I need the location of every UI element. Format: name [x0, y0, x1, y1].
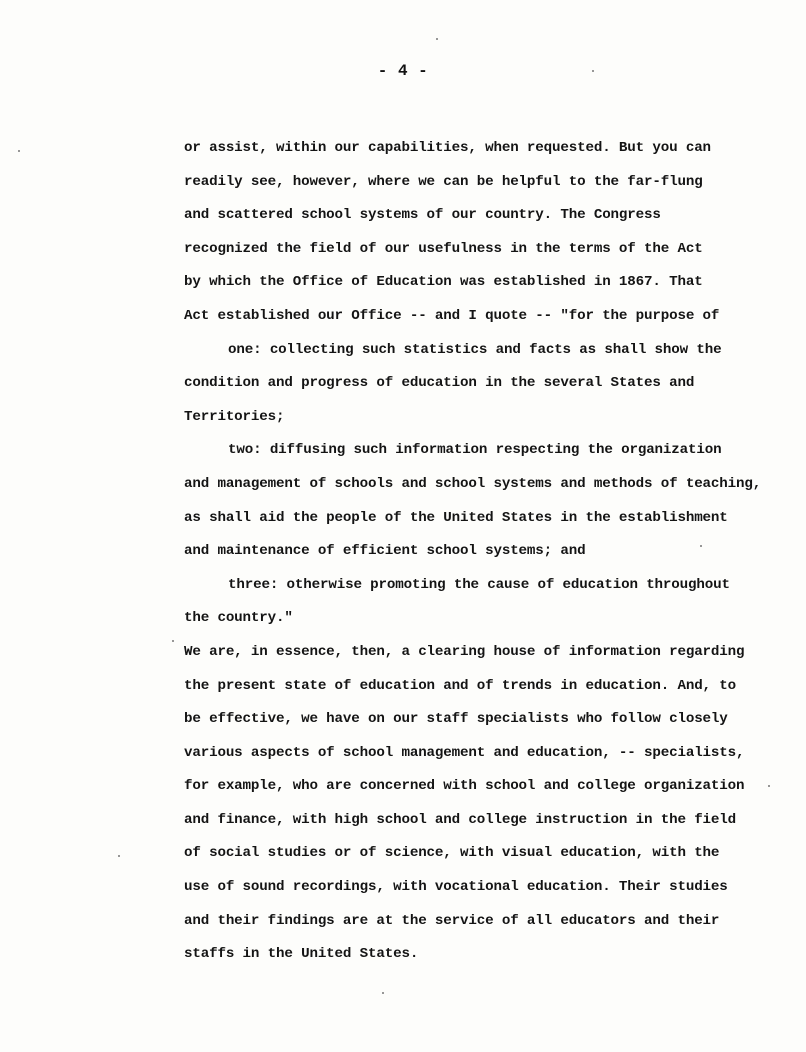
text-line: recognized the field of our usefulness in the terms of the Act: [184, 240, 703, 257]
paragraph-start: We are, in essence, then, a clearing house of information regarding: [184, 643, 745, 660]
list-item-two: two: diffusing such information respecting the organization: [228, 442, 722, 459]
text-line: Territories;: [184, 408, 285, 425]
text-line: be effective, we have on our staff specialists who follow closely: [184, 711, 728, 728]
text-line: condition and progress of education in the several States and: [184, 375, 695, 392]
page-number: - 4 -: [377, 62, 429, 80]
text-line: and their findings are at the service of all educators and their: [184, 912, 720, 929]
text-line: or assist, within our capabilities, when requested. But you can: [184, 140, 711, 156]
scan-speck: [18, 150, 20, 152]
scan-speck: [172, 640, 174, 642]
text-line: and maintenance of efficient school systems; and: [184, 543, 586, 560]
text-line: various aspects of school management and education, -- specialists,: [184, 744, 745, 761]
scan-speck: [768, 785, 770, 787]
scan-speck: [592, 70, 594, 72]
list-item-one: one: collecting such statistics and facts as shall show the: [228, 341, 722, 358]
scan-speck: [382, 992, 384, 994]
text-line: the present state of education and of trends in education. And, to: [184, 677, 737, 694]
body-text: [184, 132, 784, 972]
text-line: and scattered school systems of our country. The Congress: [184, 207, 661, 224]
text-line: and management of schools and school systems and methods of teaching,: [184, 475, 762, 492]
text-line: for example, who are concerned with school and college organization: [184, 778, 745, 795]
text-line: use of sound recordings, with vocational education. Their studies: [184, 879, 728, 896]
text-line: the country.": [184, 610, 293, 627]
scan-speck: [700, 545, 702, 547]
scan-speck: [436, 38, 438, 40]
text-line: as shall aid the people of the United States in the establishment: [184, 509, 728, 526]
list-item-three: three: otherwise promoting the cause of education throughout: [228, 576, 730, 593]
text-line: Act established our Office -- and I quote -- "for the purpose of: [184, 307, 720, 324]
text-line: staffs in the United States.: [184, 946, 419, 963]
scan-speck: [118, 855, 120, 857]
text-line: readily see, however, where we can be helpful to the far-flung: [184, 173, 703, 190]
text-line: and finance, with high school and college instruction in the field: [184, 811, 737, 828]
text-line: by which the Office of Education was established in 1867. That: [184, 274, 703, 291]
text-line: of social studies or of science, with visual education, with the: [184, 845, 720, 862]
